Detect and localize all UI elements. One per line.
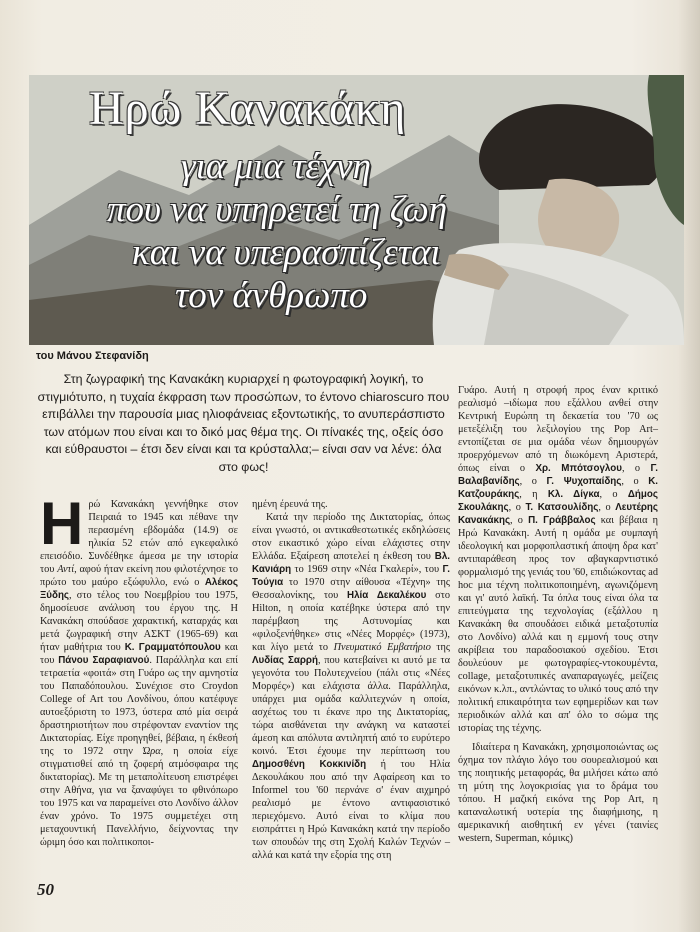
byline: του Μάνου Στεφανίδη	[36, 350, 149, 362]
column-3-paragraph-2: Ιδιαίτερα η Κανακάκη, χρησιμοποιώντας ως όχημα τον πλάγιο λόγο του σουρεαλισμού και της ποιητικής μεταφοράς, θα μιλήσει κάτω από τη μύτη της λογοκρισίας για το δράμα του τόπου. Η μαζική εικόνα της Pop Art, η καταναλωτική υστερία της διαφήμισης, η αμερικανική αισθητική εν γένει (ταινίες western, Superman, κόμικς)	[458, 742, 658, 844]
headline-block	[29, 75, 684, 345]
page-number: 50	[37, 880, 54, 899]
column-1-paragraph: Ηρώ Κανακάκη γεννήθηκε στον Πειραιά το 1945 και πέθανε την περασμένη εβδομάδα (14.9) σε ηλικία 52 ετών από εγκεφαλικό επεισόδιο. Συνδέθηκε άμεσα με την ιστορία του Αντί, αφού ήταν εκείνη που φιλοτέχνησε το πρώτο του μαύρο εξώφυλλο, ενώ ο Αλέκος Ξύδης, στο τέλος του Νοεμβρίου του 1975, δημοσίευσε ανάλυση του έργου της. Η Κανακάκη σπούδασε χαρακτική, καταρχάς και μετά ζωγραφική στην ΑΣΚΤ (1965-69) και ήταν μαθήτρια του Κ. Γραμματόπουλου και του Πάνου Σαραφιανού. Παράλληλα και επί τετραετία «φοιτά» στη Γυάρο ως την αμνηστία του Παπαδόπουλου. Συνέχισε στο Croydon College of Art του Λονδίνου, όπου κατέφυγε αυτοεξόριστη το 1973, ύστερα από μία σειρά δραστηριοτήτων που στρέφονταν εναντίον της Δικτατορίας. Είχε προηγηθεί, βέβαια, η έκθεσή της το 1972 στην Ώρα, η οποία είχε στιγματισθεί από τη ζοφερή ατμόσφαιρα της δικτατορίας). Με τη μεταπολίτευση επιστρέφει στην Αθήνα, για να ξαναφύγει το φθινόπωρο του 1975 και να παραμείνει στο Λονδίνο άλλον έναν χρόνο. Το 1975 συμμετέχει στη μεταχουντική Πανελλήνιο, δείχνοντας την ώριμη όσο και πολιτικοποι-	[40, 490, 239, 848]
column-2-paragraph-1: Κατά την περίοδο της Δικτατορίας, όπως είναι γνωστό, οι αντικαθεστωτικές εκδηλώσεις στον εικαστικό χώρο είναι ελάχιστες στην Ελλάδα. Εξαίρεση αποτελεί η έκθεση του Βλ. Κανιάρη το 1969 στην «Νέα Γκαλερί», του Γ. Τούγια το 1970 στην αίθουσα «Τέχνη» της Θεσσαλονίκης, του Ηλία Δεκαλέκου στο Hilton, η οποία κατέβηκε ύστερα από την παρέμβαση της Αστυνομίας και «φιλοξενήθηκε» στις «Νέες Μορφές» (1973), και λίγο μετά το Πνευματικό Εμβατήριο της Λυδίας Σαρρή, που κατεβαίνει κι αυτό με τα γεγονότα του Πολυτεχνείου (πάλι στις «Νέες Μορφές») και ελάχιστα άλλα. Παράλληλα, υπάρχει μια ομάδα καλλιτεχνών η οποία, ασχέτως του τι έκανε προ της Δικτατορίας, τώρα αισθάνεται την ανάγκη να καταστεί άμεση και απόλυτα αντιληπτή από το ευρύτερο κοινό. Έτσι έχουμε την περίπτωση του Δημοσθένη Κοκκινίδη ή του Ηλία Δεκουλάκου που από την Αφαίρεση και το Informel του '60 περνάνε σ' έναν αιχμηρό ρεαλισμό με έντονο αντιφασιστικό περιεχόμενο. Αυτό είναι το κλίμα που εισπράττει η Ηρώ Κανακάκη κατά την περίοδο των σπουδών της στη Σχολή Καλών Τεχνών – αλλά και κατά την εξορία της στη	[252, 512, 450, 861]
headline-line-1: για μια τέχνη	[181, 146, 371, 187]
hero-painting	[29, 75, 684, 345]
column-2-paragraph-0: ημένη έρευνά της.	[252, 499, 328, 510]
headline-line-3: και να υπερασπίζεται	[132, 232, 441, 273]
column-3-paragraph-1: Γυάρο. Αυτή η στροφή προς έναν κριτικό ρεαλισμό –ιδίωμα που εξάλλου ανθεί στην Κεντρική Ευρώπη τη δεκαετία του '70 ως μετεξέλιξη του λεξιλογίου της Pop Art– εντοπίζεται σε μια ομάδα νέων δημιουργών προερχόμενων από τη διωκόμενη Αριστερά, όπως είναι ο Χρ. Μπότσογλου, ο Γ. Βαλαβανίδης, ο Γ. Ψυχοπαίδης, ο Κ. Κατζουράκης, η Κλ. Δίγκα, ο Δήμος Σκουλάκης, ο Τ. Κατσουλίδης, ο Λευτέρης Κανακάκης, ο Π. Γράββαλος και βέβαια η Ηρώ Κανακάκη. Αυτή η ομάδα με συμπαγή ιδεολογική και μορφοπλαστική άποψη δρα κατ' αντιπαράθεση προς τον αβαγκαρντιστικό φορμαλισμό της γενιάς του '60, επιδιώκοντας ad hoc μια τέχνη πολιτικοποιημένη, αγωνιζόμενη και γι' αυτό λαϊκή. Τα όπλα τους είναι όλα τα επιτεύγματα της τεχνολογίας (εξάλλου η Κανακάκη θα σπουδάσει ειδικά μεταξοτυπία στο Λονδίνο) αλλά και η εμμονή τους στην ακρίβεια του παραδοσιακού σχεδίου. Έτσι δουλεύουν με φωτογραφίες-ντοκουμέντα, collage, μεταξοτυπικές αναπαραγωγές, μείζεις εικόνων κ.λπ., αντλώντας το υλικό τους από την πολιτική επικαιρότητα των εφημερίδων και των περιοδικών αλλά και απ' όλο το σώμα της ιστορίας της τέχνης.	[458, 385, 659, 734]
headline-line-2: που να υπηρετεί τη ζωή	[107, 189, 448, 230]
headline-title: Ηρώ Κανακάκη	[89, 82, 407, 135]
intro-paragraph: Στη ζωγραφική της Κανακάκη κυριαρχεί η φωτογραφική λογική, το στιγμιότυπο, η τυχαία έκφραση των προσώπων, το έντονο chiaroscuro που επιβάλλει την παρουσία μιας ηλιοφάνειας εξοντωτικής, το ανυπεράσπιστο των ατόμων που είναι και το δικό μας θέμα της. Οι πίνακές της, οξείς όσο και εύθραυστοι – έτσι δεν είναι και τα κρύσταλλα;– είναι σαν να λένε: όλα στο φως!	[37, 372, 450, 474]
headline-line-4: τον άνθρωπο	[175, 275, 368, 316]
article-column-3	[458, 384, 658, 845]
article-column-2	[252, 498, 450, 862]
article-column-1	[40, 490, 239, 849]
drop-cap: Η	[40, 490, 84, 557]
